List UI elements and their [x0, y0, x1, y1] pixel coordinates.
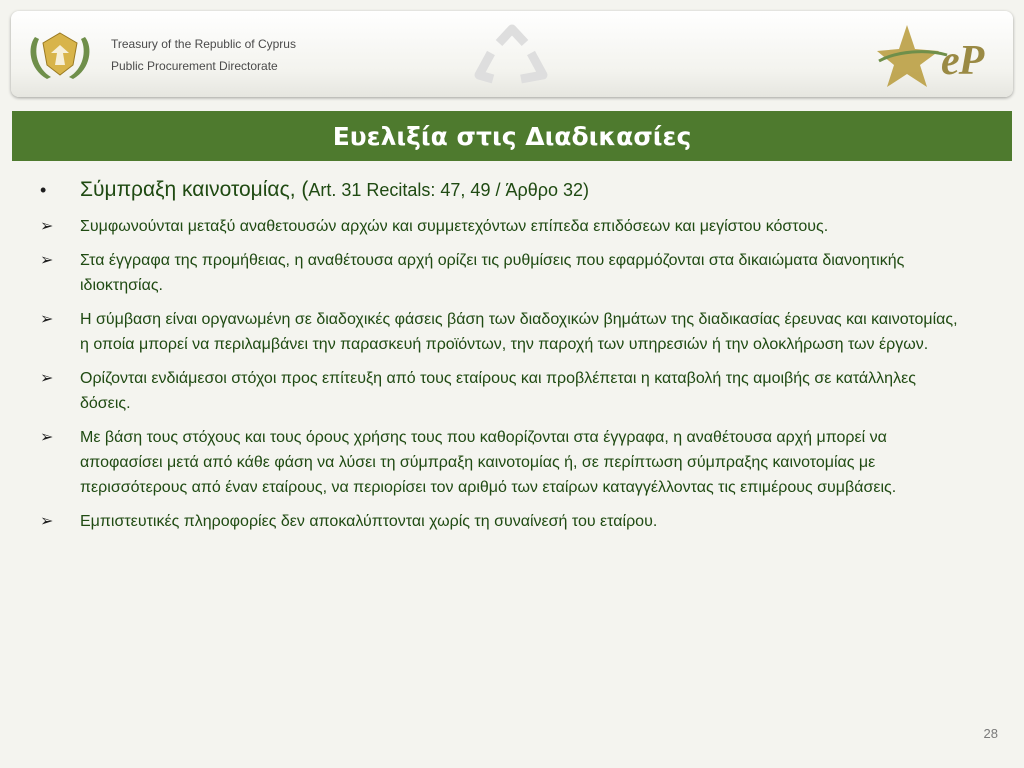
main-bullet [40, 178, 970, 202]
page-number: 28 [983, 726, 998, 741]
organization-name [111, 33, 296, 77]
main-bullet-text [80, 178, 589, 202]
list-item [40, 425, 970, 500]
org-line1: Treasury of the Republic of Cyprus [111, 37, 296, 51]
list-item-text: Στα έγγραφα της προμήθειας, η αναθέτουσα αρχή ορίζει τις ρυθμίσεις που εφαρμόζονται στα δικαιώματα διανοητικής ιδιοκτησίας. [80, 252, 905, 294]
arrow-bullet-icon: ➢ [40, 218, 54, 235]
list-item-text: Συμφωνούνται μεταξύ αναθετουσών αρχών και συμμετεχόντων επίπεδα επιδόσεων και μεγίστου κόστους. [80, 218, 829, 235]
list-item [40, 248, 970, 298]
bullet-dot-icon: • [40, 180, 47, 200]
arrow-bullet-icon: ➢ [40, 429, 54, 446]
list-item-text: Ορίζονται ενδιάμεσοι στόχοι προς επίτευξη από τους εταίρους και προβλέπεται η καταβολή της αμοιβής σε κατάλληλες δόσεις. [80, 370, 916, 412]
arrow-bullet-icon: ➢ [40, 370, 54, 387]
list-item-text: Εμπιστευτικές πληροφορίες δεν αποκαλύπτονται χωρίς τη συναίνεσή του εταίρου. [80, 513, 658, 530]
main-bullet-reference: Art. 31 Recitals: 47, 49 / Άρθρο 32) [308, 180, 589, 200]
org-line2: Public Procurement Directorate [111, 59, 278, 73]
title-bar [12, 111, 1012, 161]
arrow-bullet-icon: ➢ [40, 311, 54, 328]
list-item [40, 366, 970, 416]
coat-of-arms-icon [25, 23, 95, 87]
arrow-bullet-icon: ➢ [40, 513, 54, 530]
arrow-bullet-icon: ➢ [40, 252, 54, 269]
main-bullet-label: Σύμπραξη καινοτομίας, ( [80, 178, 309, 201]
ep-logo-text: eP [941, 38, 984, 84]
list-item [40, 214, 970, 239]
list-item [40, 509, 970, 534]
slide-title: Ευελιξία στις Διαδικασίες [332, 121, 692, 151]
header-banner [11, 11, 1013, 97]
slide-content [40, 178, 970, 543]
list-item [40, 307, 970, 357]
list-item-text: Η σύμβαση είναι οργανωμένη σε διαδοχικές φάσεις βάση των διαδοχικών βημάτων της διαδικασίας έρευνας και καινοτομίας, η οποία μπορεί να περιλαμβάνει την παρασκευή προϊόντων, την παροχή των υπηρεσιών ή την ολοκλήρωση των έργων. [80, 311, 958, 353]
recycle-icon [469, 23, 555, 89]
star-icon [877, 21, 1003, 91]
list-item-text: Με βάση τους στόχους και τους όρους χρήσης τους που καθορίζονται στα έγγραφα, η αναθέτουσα αρχή μπορεί να αποφασίσει μετά από κάθε φάση να λύσει τη σύμπραξη καινοτομίας ή, σε περίπτωση σύμπραξης καινοτομίας με περισσότερους από έναν εταίρους, να περιορίσει τον αριθμό των εταίρων καταγγέλλοντας τις επιμέρους συμβάσεις. [80, 429, 897, 496]
